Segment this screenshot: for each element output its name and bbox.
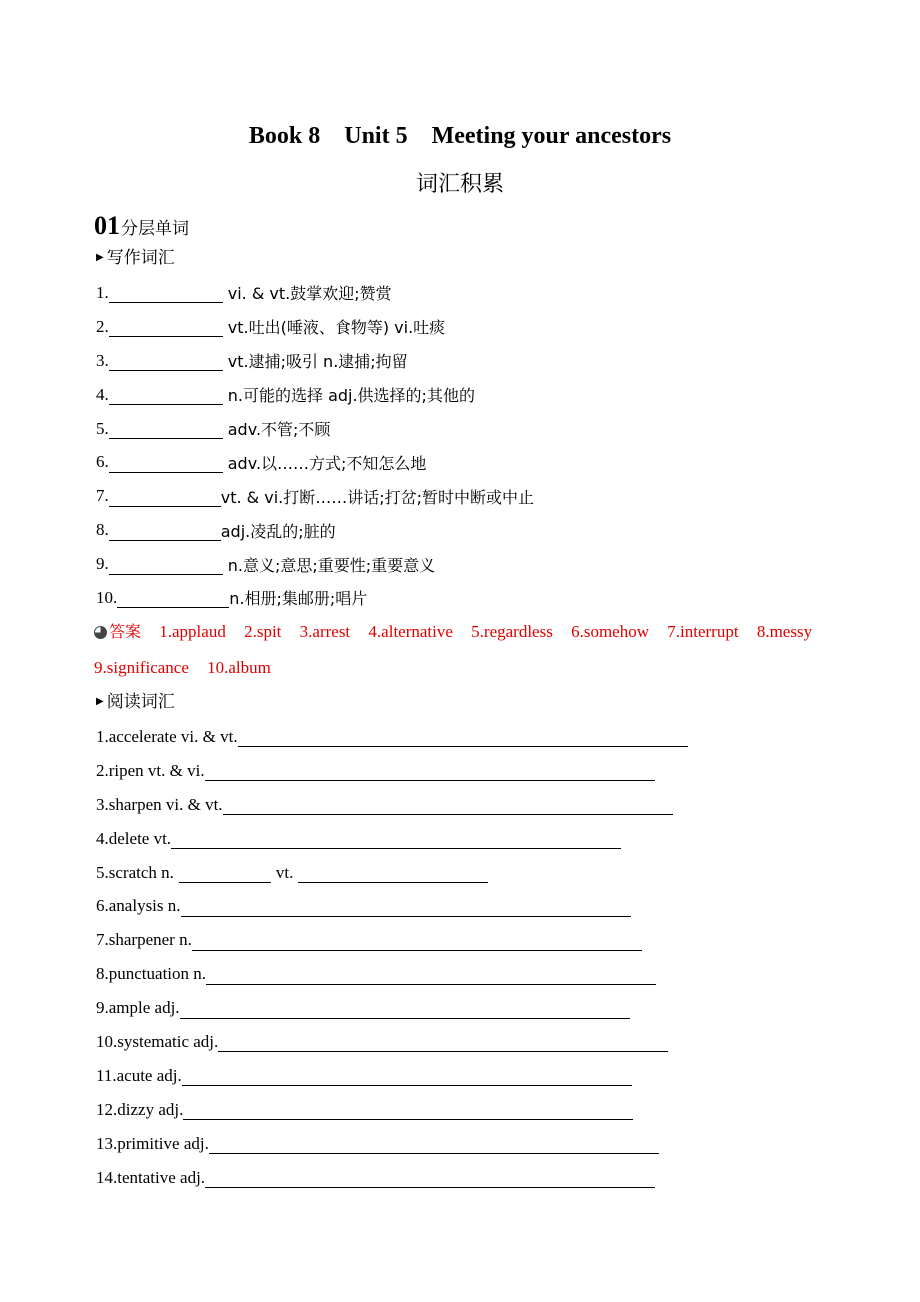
answer-item: 6.somehow xyxy=(571,622,650,641)
answer-blank[interactable] xyxy=(181,898,631,917)
triangle-bullet-icon: ▶ xyxy=(96,696,104,707)
answer-blank[interactable] xyxy=(171,830,621,849)
item-term: 4.delete vt. xyxy=(96,828,172,848)
item-definition: adv.不管;不顾 xyxy=(227,420,331,439)
answer-item: 7.interrupt xyxy=(667,622,739,641)
item-term: 13.primitive adj. xyxy=(96,1133,209,1153)
triangle-bullet-icon: ▶ xyxy=(96,252,104,263)
list-item xyxy=(96,788,876,822)
item-number: 3. xyxy=(96,350,109,370)
list-item xyxy=(96,889,876,923)
writing-vocab-label: 写作词汇 xyxy=(106,248,175,268)
list-item xyxy=(96,822,876,856)
page-subtitle: 词汇积累 xyxy=(415,172,504,197)
item-term-2: vt. xyxy=(275,862,294,882)
answer-block xyxy=(94,614,834,686)
answer-blank[interactable] xyxy=(180,1000,630,1019)
list-item xyxy=(96,991,876,1025)
section-label: 分层单词 xyxy=(121,219,189,239)
reading-vocab-list xyxy=(96,720,876,1194)
list-item xyxy=(96,720,876,754)
item-term: 6.analysis n. xyxy=(96,896,181,916)
item-definition: adv.以……方式;不知怎么地 xyxy=(227,453,427,473)
list-item xyxy=(96,1093,876,1127)
item-definition: vt.逮捕;吸引 n.逮捕;拘留 xyxy=(227,352,408,372)
item-term: 12.dizzy adj. xyxy=(96,1099,184,1119)
item-term: 2.ripen vt. & vi. xyxy=(96,760,205,780)
item-number: 8. xyxy=(96,520,109,540)
item-definition: n.可能的选择 adj.供选择的;其他的 xyxy=(227,386,475,406)
answer-blank[interactable] xyxy=(183,1101,633,1120)
answer-item: 5.regardless xyxy=(471,622,553,641)
answer-blank[interactable] xyxy=(223,796,673,815)
answer-blank[interactable] xyxy=(206,966,656,985)
item-term: 5.scratch n. xyxy=(96,862,174,882)
answer-blank[interactable] xyxy=(238,728,688,747)
item-term: 11.acute adj. xyxy=(96,1065,182,1085)
answer-item: 10.album xyxy=(207,658,271,677)
item-definition: vi. & vt.鼓掌欢迎;赞赏 xyxy=(227,284,392,304)
item-term: 7.sharpener n. xyxy=(96,930,192,950)
list-item xyxy=(96,856,876,890)
answer-blank[interactable] xyxy=(109,488,221,507)
list-item xyxy=(96,310,876,344)
item-definition: vt.吐出(唾液、食物等) vi.吐痰 xyxy=(227,318,446,338)
item-term: 9.ample adj. xyxy=(96,998,180,1018)
answer-item: 3.arrest xyxy=(299,622,351,641)
answer-blank[interactable] xyxy=(109,420,223,439)
answer-blank[interactable] xyxy=(298,864,488,883)
writing-vocab-list xyxy=(96,276,876,615)
answer-blank[interactable] xyxy=(182,1067,632,1086)
answer-item: 1.applaud xyxy=(159,622,226,641)
answer-blank[interactable] xyxy=(192,932,642,951)
item-number: 2. xyxy=(96,316,109,336)
item-number: 1. xyxy=(96,282,109,302)
item-number: 6. xyxy=(96,452,109,472)
list-item xyxy=(96,412,876,446)
item-number: 4. xyxy=(96,384,109,404)
answer-item: 2.spit xyxy=(244,622,282,641)
item-number: 9. xyxy=(96,554,109,574)
section-heading xyxy=(94,207,189,241)
answer-blank[interactable] xyxy=(209,1135,659,1154)
list-item xyxy=(96,1059,876,1093)
answer-blank[interactable] xyxy=(205,1169,655,1188)
answer-blank[interactable] xyxy=(109,454,223,473)
list-item xyxy=(96,378,876,412)
reading-vocab-heading xyxy=(96,690,175,714)
item-term: 10.systematic adj. xyxy=(96,1031,219,1051)
item-definition: adj.凌乱的;脏的 xyxy=(220,521,336,541)
item-definition: n.意义;意思;重要性;重要意义 xyxy=(227,555,436,575)
list-item xyxy=(96,957,876,991)
reading-vocab-label: 阅读词汇 xyxy=(106,692,175,712)
list-item xyxy=(96,754,876,788)
answer-icon xyxy=(94,626,107,639)
list-item xyxy=(96,1127,876,1161)
list-item xyxy=(96,445,876,479)
answer-blank[interactable] xyxy=(109,522,221,541)
answer-blank[interactable] xyxy=(205,762,655,781)
list-item xyxy=(96,479,876,513)
answer-blank[interactable] xyxy=(109,556,223,575)
list-item xyxy=(96,276,876,310)
list-item xyxy=(96,547,876,581)
item-term: 14.tentative adj. xyxy=(96,1167,206,1187)
list-item xyxy=(96,581,876,615)
list-item xyxy=(96,1025,876,1059)
list-item xyxy=(96,344,876,378)
answer-blank[interactable] xyxy=(109,284,223,303)
answer-blank[interactable] xyxy=(218,1033,668,1052)
answer-item: 4.alternative xyxy=(368,622,453,641)
writing-vocab-heading xyxy=(96,246,175,270)
answer-blank[interactable] xyxy=(109,352,223,371)
item-term: 3.sharpen vi. & vt. xyxy=(96,794,223,814)
list-item xyxy=(96,923,876,957)
list-item xyxy=(96,1161,876,1195)
item-definition: vt. & vi.打断……讲话;打岔;暂时中断或中止 xyxy=(220,487,535,507)
section-number: 01 xyxy=(94,211,120,240)
answer-label: 答案 xyxy=(109,622,142,641)
answer-item: 9.significance xyxy=(94,658,189,677)
item-number: 7. xyxy=(96,486,109,506)
answer-item: 8.messy xyxy=(756,622,813,641)
item-term: 1.accelerate vi. & vt. xyxy=(96,726,238,746)
answer-blank[interactable] xyxy=(179,864,271,883)
item-definition: n.相册;集邮册;唱片 xyxy=(229,589,368,609)
answer-blank[interactable] xyxy=(109,386,223,405)
answer-blank[interactable] xyxy=(117,589,229,608)
item-number: 10. xyxy=(96,587,118,607)
list-item xyxy=(96,513,876,547)
item-number: 5. xyxy=(96,418,109,438)
item-term: 8.punctuation n. xyxy=(96,964,207,984)
page-title: Book 8 Unit 5 Meeting your ancestors xyxy=(248,123,672,149)
answer-blank[interactable] xyxy=(109,318,223,337)
